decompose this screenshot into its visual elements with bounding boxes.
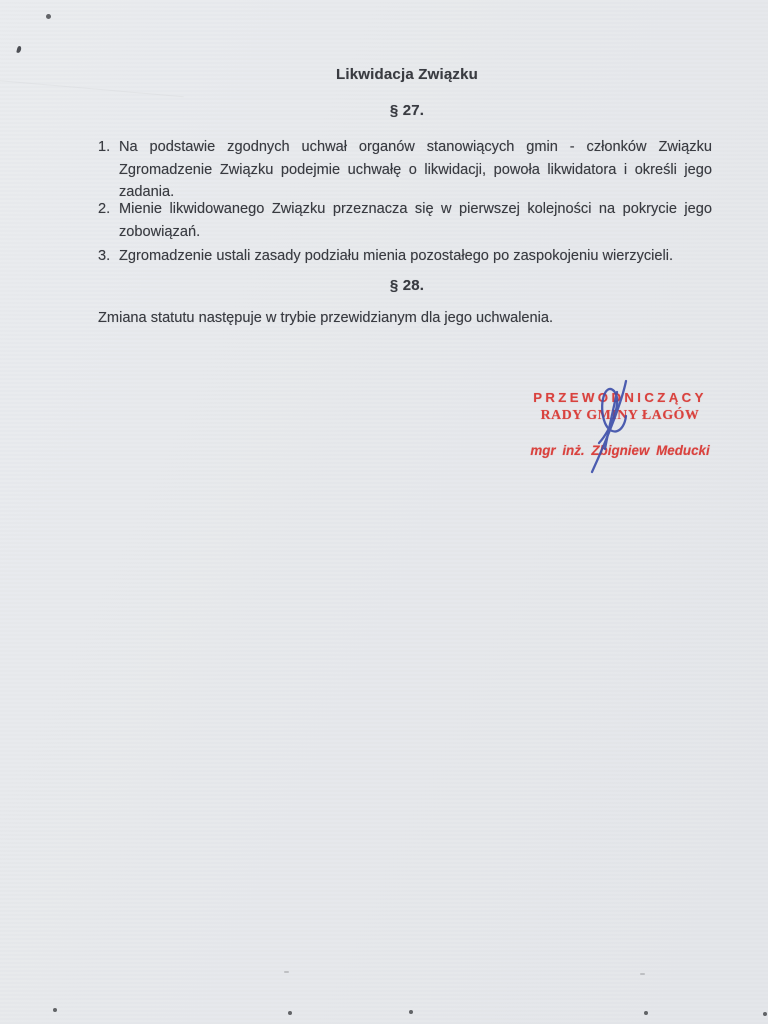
scan-speck — [16, 46, 22, 54]
text-line: Na podstawie zgodnych uchwał organów stanowiących gmin - członków Związku — [119, 139, 712, 155]
list-item-text — [119, 198, 712, 243]
list-item-number: 3. — [98, 248, 111, 264]
scan-speck — [288, 1011, 292, 1015]
stamp-authority-line: RADY GMINY ŁAGÓW — [540, 407, 700, 422]
text-line: zadania. — [119, 184, 175, 200]
list-item — [98, 136, 712, 204]
list-item-number: 2. — [98, 201, 111, 217]
text-line: Mienie likwidowanego Związku przeznacza się w pierwszej kolejności na pokrycie jego — [119, 201, 712, 217]
scan-speck — [640, 973, 645, 975]
text-line: Zgromadzenie Związku podejmie uchwałę o likwidacji, powoła likwidatora i określi jego — [119, 161, 712, 178]
scan-speck — [644, 1011, 648, 1015]
scan-speck — [53, 1008, 57, 1012]
scan-speck — [409, 1010, 413, 1014]
stamp-title-line: PRZEWODNICZĄCY — [533, 390, 707, 405]
handwritten-signature — [578, 375, 650, 477]
list-item — [98, 198, 712, 243]
scan-speck — [284, 971, 289, 973]
stamp-signatory-name: mgr inż. Zbigniew Meducki — [530, 443, 710, 458]
scan-speck — [46, 14, 51, 19]
list-item — [98, 245, 712, 268]
text-line: zobowiązań. — [119, 223, 201, 240]
section-28-paragraph: Zmiana statutu następuje w trybie przewidzianym dla jego uchwalenia. — [98, 310, 554, 326]
document-title: Likwidacja Związku — [336, 66, 478, 83]
text-line: Zgromadzenie ustali zasady podziału mienia pozostałego po zaspokojeniu wierzycieli. — [119, 248, 674, 264]
section-28-heading: § 28. — [389, 277, 425, 294]
list-item-number: 1. — [98, 139, 111, 155]
list-item-text — [119, 136, 712, 204]
list-item-text — [119, 245, 712, 268]
section-27-heading: § 27. — [389, 102, 425, 119]
scan-speck — [763, 1012, 767, 1016]
